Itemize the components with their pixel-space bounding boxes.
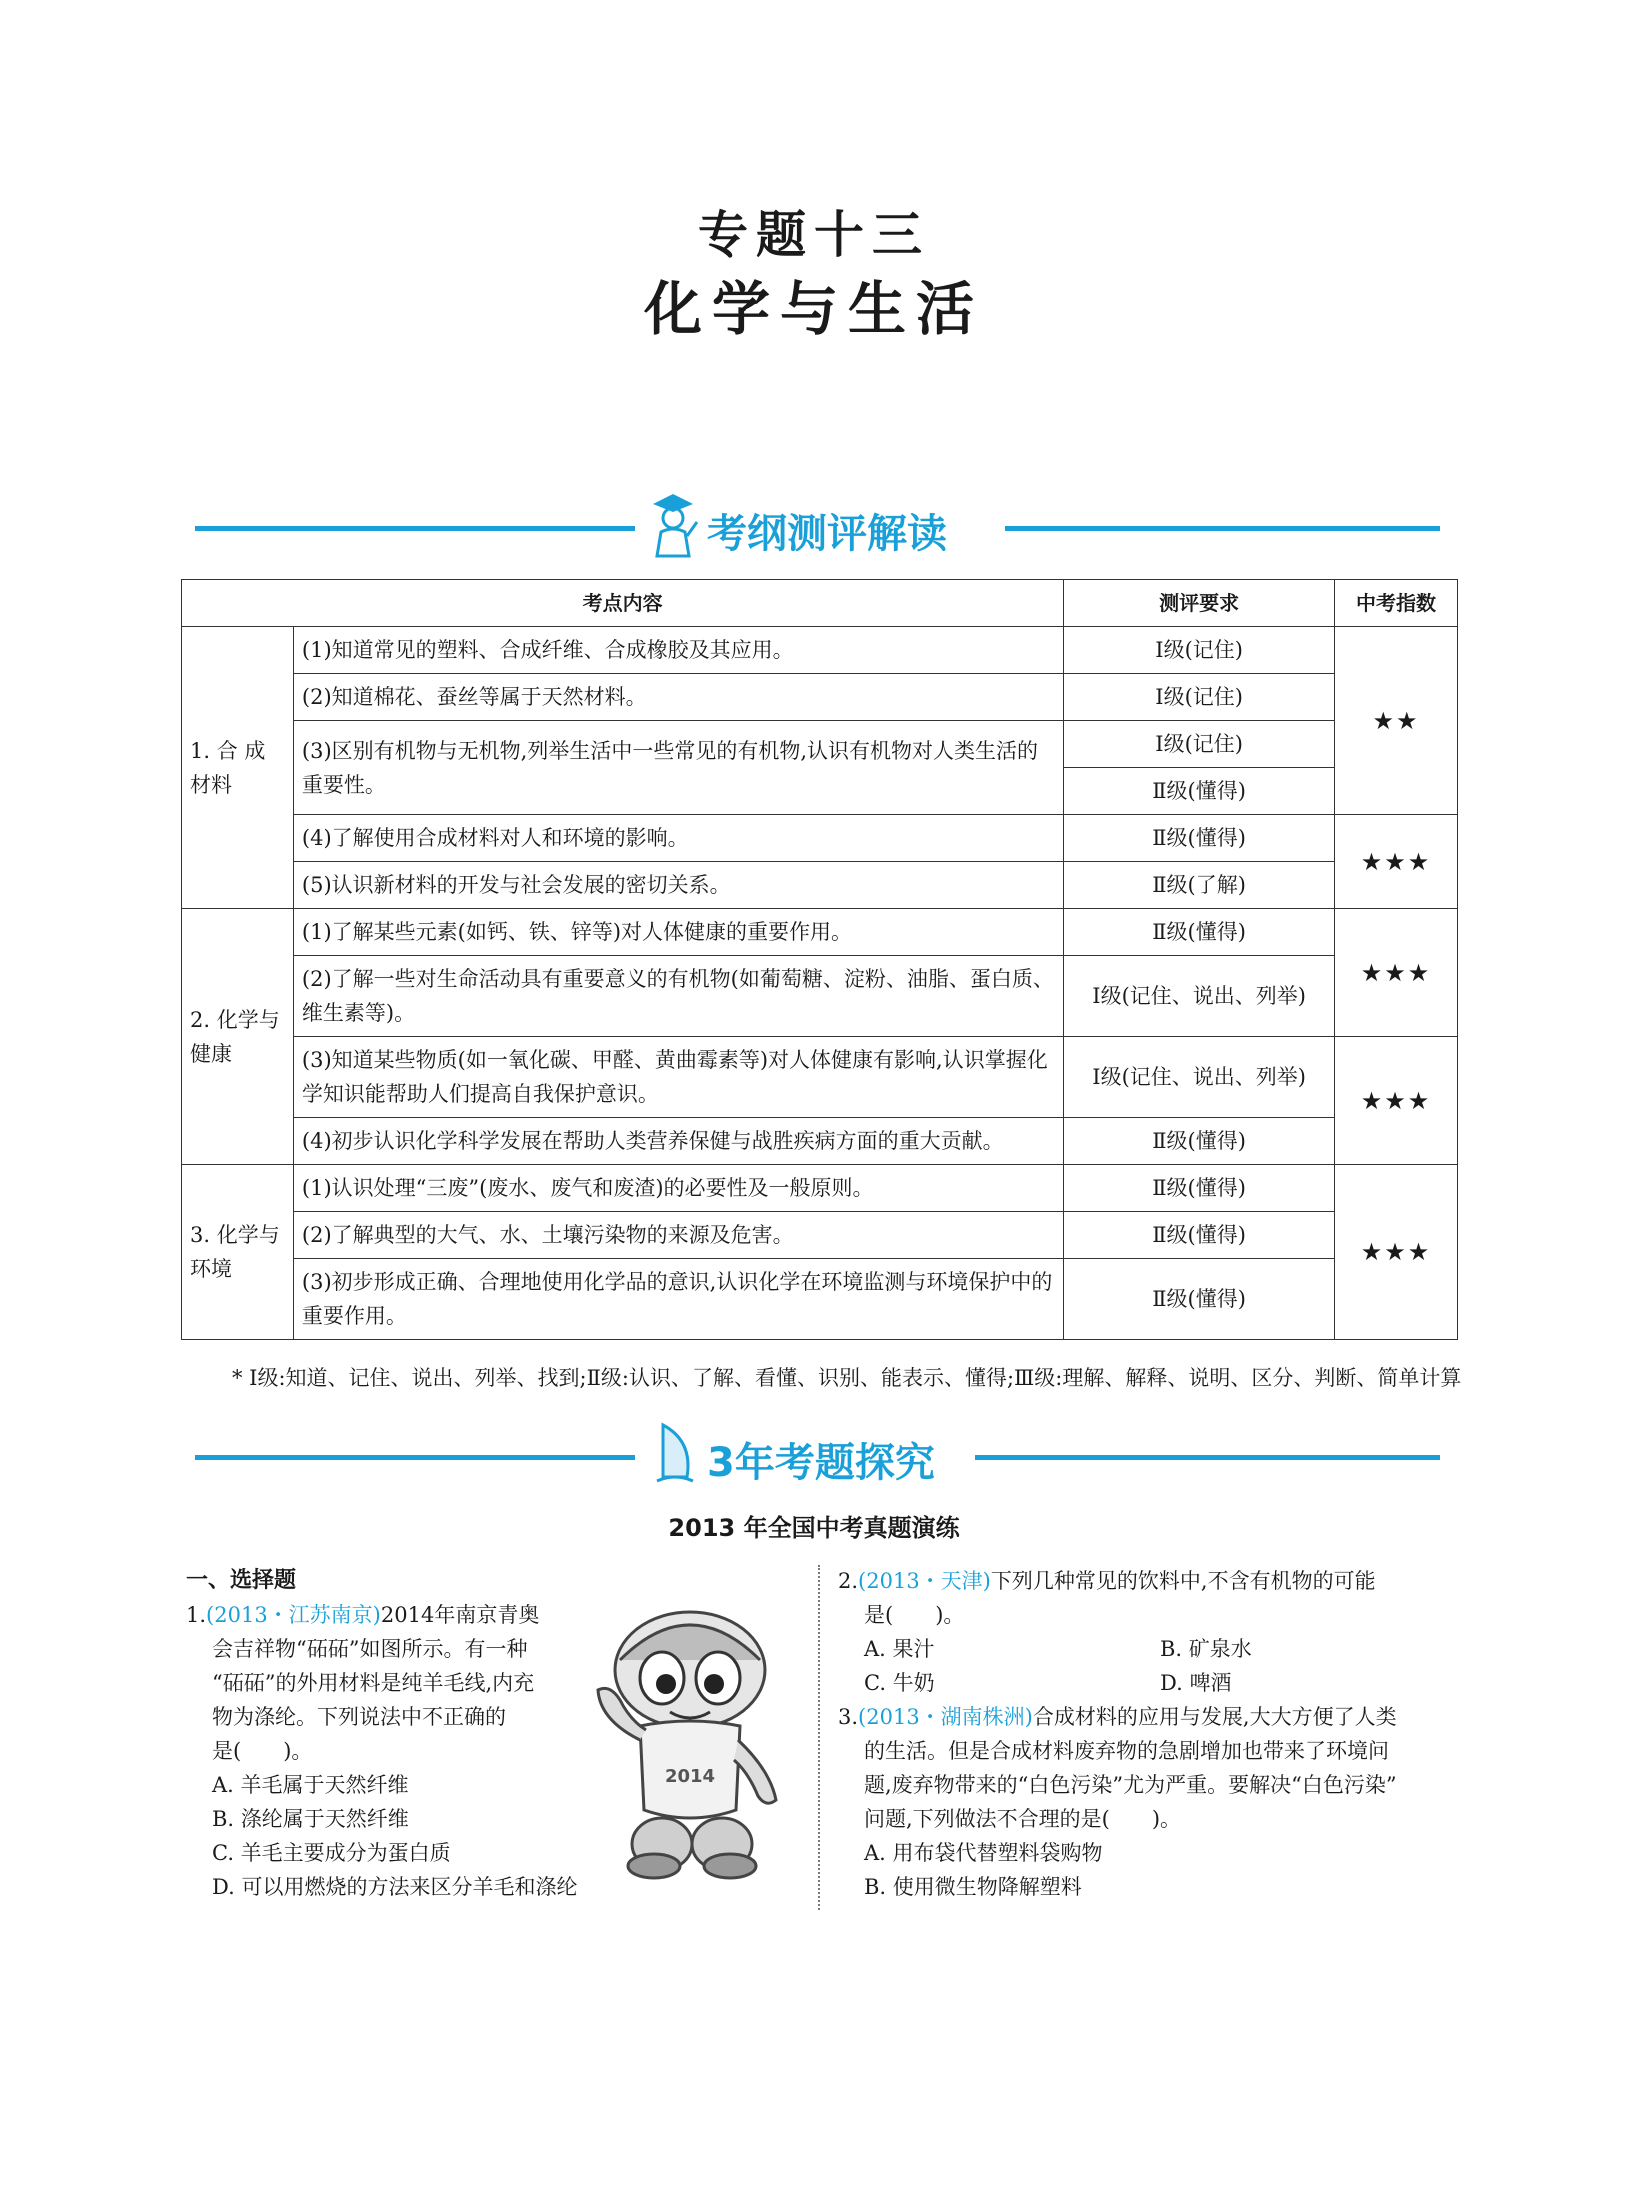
- question-text: 2014年南京青奥: [380, 1603, 540, 1627]
- item-level: Ⅱ级(懂得): [1064, 1212, 1335, 1259]
- item-level: Ⅰ级(记住): [1064, 721, 1335, 768]
- exam-heading: 2013 年全国中考真题演练: [668, 1514, 960, 1542]
- table-row: [182, 1037, 1458, 1118]
- option-c[interactable]: C. 牛奶: [864, 1671, 935, 1695]
- item-level: Ⅱ级(懂得): [1064, 909, 1335, 956]
- table-row: [182, 815, 1458, 862]
- topic-number: 专题十三: [698, 206, 930, 264]
- question-2: [838, 1564, 1460, 1598]
- question-text: 合成材料的应用与发展,大大方便了人类: [1032, 1705, 1397, 1729]
- syllabus-table: [181, 579, 1458, 1340]
- question-3: [838, 1700, 1460, 1734]
- item-level: Ⅱ级(懂得): [1064, 1165, 1335, 1212]
- section-title: 一、选择题: [186, 1568, 297, 1593]
- option-d[interactable]: D. 可以用燃烧的方法来区分羊毛和涤纶: [212, 1875, 578, 1899]
- category-cell: 1. 合 成材料: [182, 627, 294, 909]
- table-row: [182, 1259, 1458, 1340]
- option-b[interactable]: B. 涤纶属于天然纤维: [212, 1807, 409, 1831]
- header-index: 中考指数: [1335, 580, 1458, 627]
- question-source: (2013・天津): [858, 1569, 991, 1593]
- banner-line-right: [975, 1455, 1440, 1460]
- question-number: 3.: [838, 1705, 859, 1729]
- star-rating: ★★★: [1335, 815, 1458, 909]
- question-text: 物为涤纶。下列说法中不正确的: [212, 1705, 506, 1729]
- table-row: [182, 674, 1458, 721]
- table-row: [182, 1165, 1458, 1212]
- star-rating: ★★: [1335, 627, 1458, 815]
- item-level: Ⅱ级(懂得): [1064, 768, 1335, 815]
- topic-title: 化学与生活: [643, 275, 984, 343]
- table-header-row: [182, 580, 1458, 627]
- question-text: “砳砳”的外用材料是纯羊毛线,内充: [212, 1671, 535, 1695]
- option-b[interactable]: B. 矿泉水: [1160, 1637, 1252, 1661]
- question-text: 题,废弃物带来的“白色污染”尤为严重。要解决“白色污染”: [864, 1773, 1397, 1797]
- item-text: (3)知道某些物质(如一氧化碳、甲醛、黄曲霉素等)对人体健康有影响,认识掌握化学知识能帮助人们提高自我保护意识。: [293, 1037, 1063, 1118]
- table-row: [182, 1212, 1458, 1259]
- exam-banner-label: 3年考题探究: [707, 1440, 935, 1486]
- option-a[interactable]: A. 羊毛属于天然纤维: [212, 1773, 409, 1797]
- category-cell: 3. 化学与环境: [182, 1165, 294, 1340]
- table-row: [182, 909, 1458, 956]
- syllabus-banner: [195, 498, 1440, 558]
- question-text: 的生活。但是合成材料废弃物的急剧增加也带来了环境问: [864, 1739, 1389, 1763]
- item-level: Ⅰ级(记住): [1064, 674, 1335, 721]
- item-text: (3)初步形成正确、合理地使用化学品的意识,认识化学在环境监测与环境保护中的重要作用。: [293, 1259, 1063, 1340]
- mascot-illustration: [580, 1600, 800, 1890]
- table-row: [182, 721, 1458, 768]
- question-text: 是( )。: [212, 1739, 313, 1763]
- question-text: 问题,下列做法不合理的是( )。: [864, 1807, 1182, 1831]
- item-level: Ⅱ级(懂得): [1064, 1259, 1335, 1340]
- category-cell: 2. 化学与健康: [182, 909, 294, 1165]
- item-level: Ⅱ级(懂得): [1064, 815, 1335, 862]
- question-text: 下列几种常见的饮料中,不含有机物的可能: [990, 1569, 1376, 1593]
- syllabus-banner-label: 考纲测评解读: [707, 511, 947, 557]
- item-level: Ⅰ级(记住): [1064, 627, 1335, 674]
- table-row: [182, 627, 1458, 674]
- item-text: (2)知道棉花、蚕丝等属于天然材料。: [293, 674, 1063, 721]
- question-number: 2.: [838, 1569, 859, 1593]
- table-row: [182, 956, 1458, 1037]
- star-rating: ★★★: [1335, 1037, 1458, 1165]
- item-text: (1)了解某些元素(如钙、铁、锌等)对人体健康的重要作用。: [293, 909, 1063, 956]
- item-level: Ⅰ级(记住、说出、列举): [1064, 1037, 1335, 1118]
- mascot-badge: 2014: [664, 1766, 716, 1787]
- level-note: * Ⅰ级:知道、记住、说出、列举、找到;Ⅱ级:认识、了解、看懂、识别、能表示、懂得;Ⅲ级:理解、解释、说明、区分、判断、简单计算: [232, 1366, 1462, 1390]
- table-row: [182, 862, 1458, 909]
- table-row: [182, 1118, 1458, 1165]
- sail-icon: [653, 1421, 697, 1487]
- question-source: (2013・湖南株洲): [858, 1705, 1033, 1729]
- question-source: (2013・江苏南京): [206, 1603, 381, 1627]
- column-divider: [818, 1565, 820, 1910]
- item-level: Ⅰ级(记住、说出、列举): [1064, 956, 1335, 1037]
- right-column: [838, 1564, 1460, 1904]
- header-requirement: 测评要求: [1064, 580, 1335, 627]
- item-text: (2)了解典型的大气、水、土壤污染物的来源及危害。: [293, 1212, 1063, 1259]
- option-b[interactable]: B. 使用微生物降解塑料: [864, 1875, 1082, 1899]
- item-text: (5)认识新材料的开发与社会发展的密切关系。: [293, 862, 1063, 909]
- question-number: 1.: [186, 1603, 207, 1627]
- item-text: (3)区别有机物与无机物,列举生活中一些常见的有机物,认识有机物对人类生活的重要性。: [293, 721, 1063, 815]
- question-text: 会吉祥物“砳砳”如图所示。有一种: [212, 1637, 528, 1661]
- option-d[interactable]: D. 啤酒: [1160, 1671, 1232, 1695]
- star-rating: ★★★: [1335, 1165, 1458, 1340]
- exam-banner: [195, 1427, 1440, 1487]
- item-text: (1)认识处理“三废”(废水、废气和废渣)的必要性及一般原则。: [293, 1165, 1063, 1212]
- question-text: 是( )。: [864, 1603, 965, 1627]
- header-content: 考点内容: [182, 580, 1064, 627]
- banner-line-left: [195, 526, 635, 531]
- item-text: (2)了解一些对生命活动具有重要意义的有机物(如葡萄糖、淀粉、油脂、蛋白质、维生素等)。: [293, 956, 1063, 1037]
- banner-line-left: [195, 1455, 635, 1460]
- banner-line-right: [1005, 526, 1440, 531]
- item-text: (4)了解使用合成材料对人和环境的影响。: [293, 815, 1063, 862]
- item-text: (4)初步认识化学科学发展在帮助人类营养保健与战胜疾病方面的重大贡献。: [293, 1118, 1063, 1165]
- item-level: Ⅱ级(懂得): [1064, 1118, 1335, 1165]
- option-c[interactable]: C. 羊毛主要成分为蛋白质: [212, 1841, 451, 1865]
- star-rating: ★★★: [1335, 909, 1458, 1037]
- option-a[interactable]: A. 用布袋代替塑料袋购物: [864, 1841, 1103, 1865]
- item-level: Ⅱ级(了解): [1064, 862, 1335, 909]
- teacher-icon: [647, 492, 699, 558]
- option-a[interactable]: A. 果汁: [864, 1637, 935, 1661]
- item-text: (1)知道常见的塑料、合成纤维、合成橡胶及其应用。: [293, 627, 1063, 674]
